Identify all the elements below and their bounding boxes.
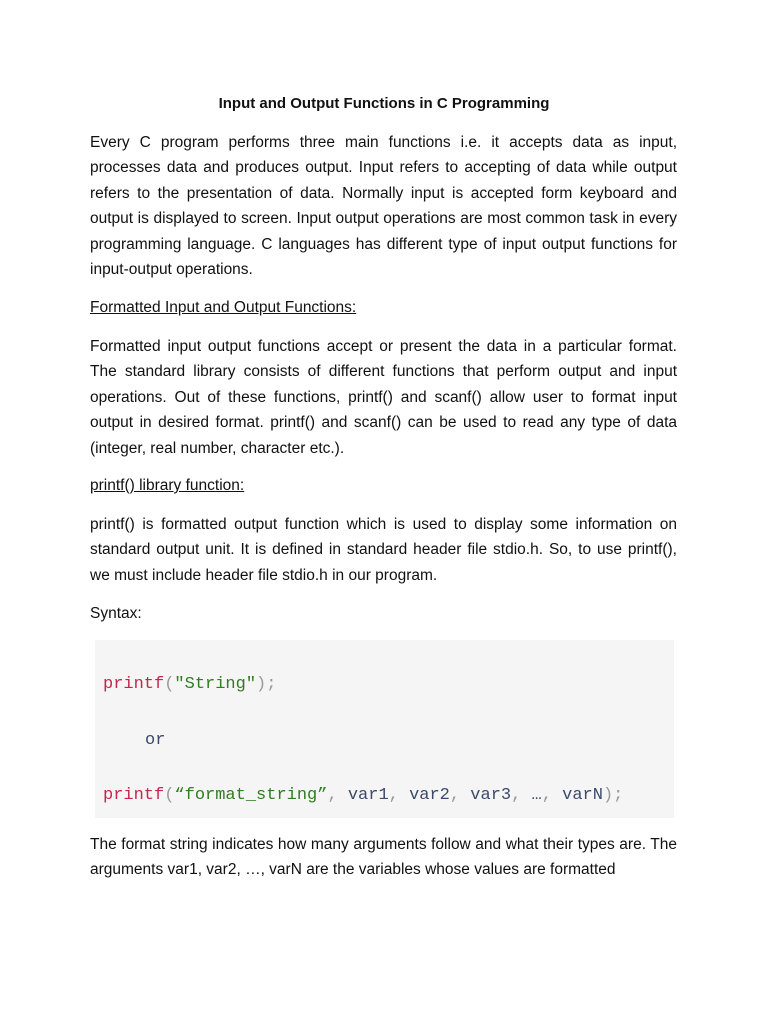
code-line-printf-format [103,785,623,807]
code-punctuation: , [327,786,348,805]
code-punctuation: ( [164,786,175,805]
intro-paragraph: Every C program performs three main functions i.e. it accepts data as input, processes data and produces output. Input refers to accepting of data while output refers to the presentation of data. Normally input is accepted form keyboard and output is displayed to screen. Input output operations are most common task in every programming language. C languages has different type of input output functions for input-output operations. [90,134,677,279]
section-heading-printf: printf() library function: [90,477,245,494]
code-punctuation: ); [256,675,277,694]
code-punctuation: , [541,786,563,805]
code-ellipsis: … [531,786,542,805]
code-variable: varN [562,786,603,805]
code-function-name: printf [103,675,165,694]
printf-paragraph: printf() is formatted output function which is used to display some information on standard output unit. It is defined in standard header file stdio.h. So, to use printf(), we must include header file stdio.h in our program. [90,516,677,584]
closing-paragraph: The format string indicates how many arguments follow and what their types are. The arguments var1, var2, …, varN are the variables whose values are formatted [90,836,677,879]
code-variable: var1 [347,786,389,805]
code-line-printf-string [103,674,276,696]
code-punctuation: ); [602,786,624,805]
code-punctuation: , [449,786,471,805]
code-or-word: or [145,731,166,750]
syntax-label: Syntax: [90,605,142,622]
section-heading-formatted-io: Formatted Input and Output Functions: [90,299,357,316]
code-variable: var3 [470,786,512,805]
code-punctuation: , [388,786,410,805]
formatted-io-paragraph: Formatted input output functions accept or present the data in a particular format. The standard library consists of different functions that perform output and input operations. Out of these functions, printf() and scanf() allow user to format input output in desired format. printf() and scanf() can be used to read any type of data (integer, real number, character etc.). [90,338,677,457]
code-string-literal: "String" [174,675,257,694]
code-block [95,640,674,818]
document-title: Input and Output Functions in C Programming [218,95,550,112]
code-variable: var2 [409,786,450,805]
code-function-name: printf [103,786,165,805]
code-string-literal: “format_string” [174,786,328,805]
code-punctuation: ( [164,675,175,694]
code-punctuation: , [511,786,532,805]
